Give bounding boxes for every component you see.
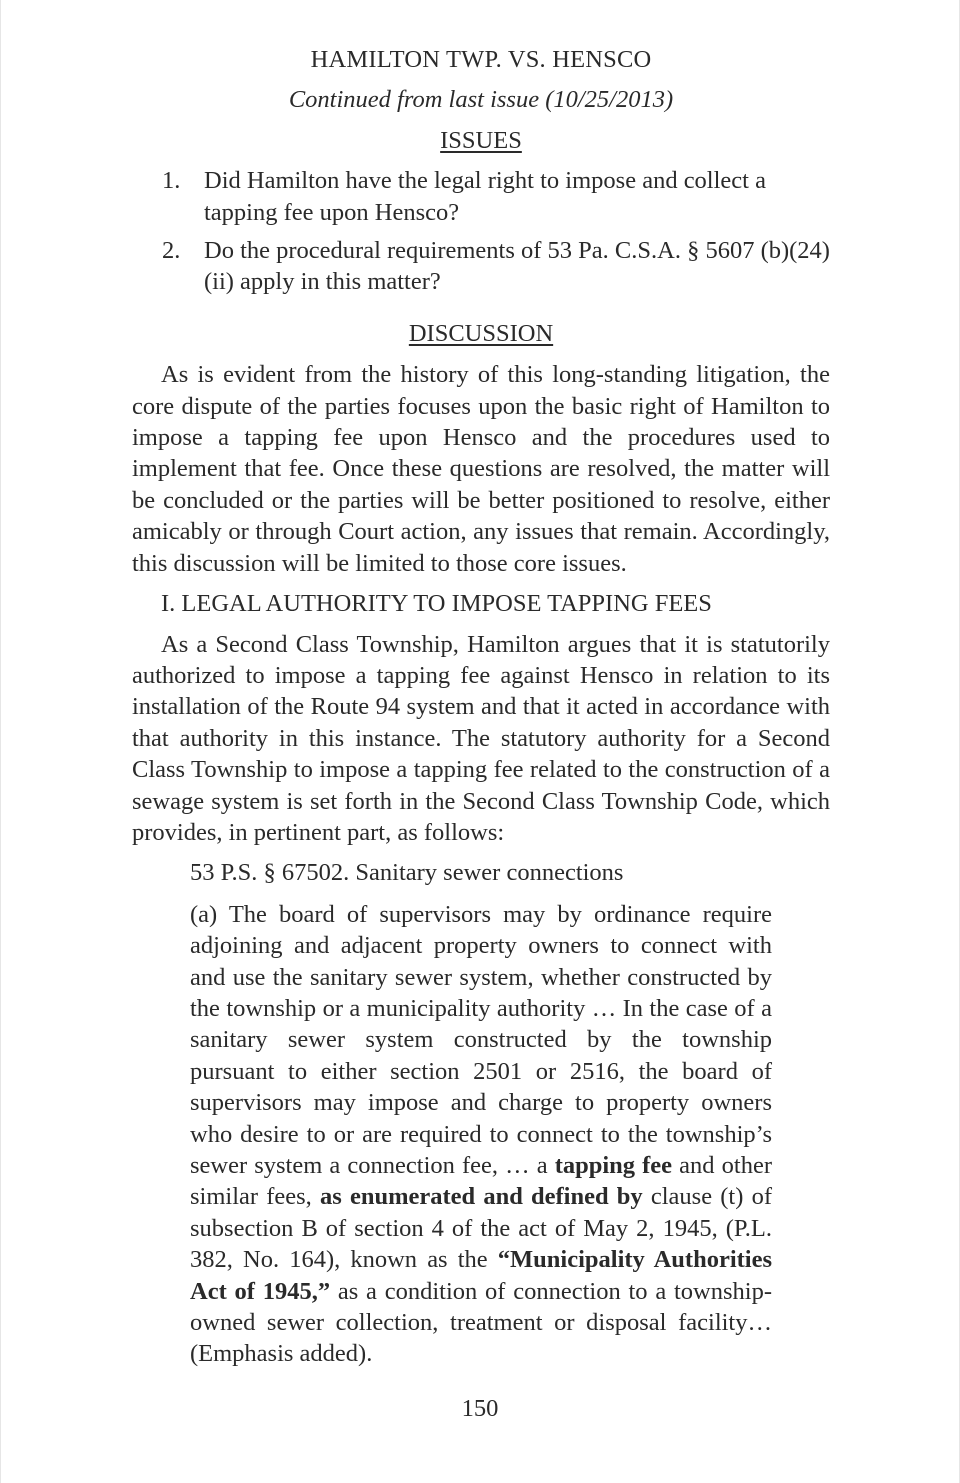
case-title: HAMILTON TWP. VS. HENSCO bbox=[310, 46, 652, 73]
discussion-heading-text: DISCUSSION bbox=[408, 319, 554, 347]
quote-text: as a condition of connection to a township-owned sewer collection, treatment or disposal facility…(Emphasis added). bbox=[190, 1277, 772, 1368]
quote-text: (a) The board of supervisors may by ordinance require adjoining and adjacent property owners to connect with and use the sanitary sewer system, whether constructed by the township or a municipality authority … In the case of a sanitary sewer system constructed by the township pursuant to either section 2501 or 2516, the board of supervisors may impose and charge to property owners who desire to or are required to connect to the township’s sewer system a connection fee, … a bbox=[190, 900, 772, 1179]
page-number: 150 bbox=[461, 1395, 499, 1422]
discussion-heading bbox=[132, 318, 830, 349]
issue-item bbox=[132, 165, 830, 228]
quote-text: and other similar fees, bbox=[190, 1152, 772, 1211]
quote-text: clause (t) of subsection B of section 4 of the act of May 2, 1945, (P.L. 382, No. 164), known as the bbox=[190, 1183, 772, 1274]
page-content bbox=[132, 44, 830, 1370]
issues-heading bbox=[132, 125, 830, 156]
issues-heading-text: ISSUES bbox=[440, 126, 522, 154]
issues-list bbox=[132, 165, 830, 298]
issue-item bbox=[132, 235, 830, 298]
statute-quote bbox=[190, 899, 772, 1370]
authority-paragraph: As a Second Class Township, Hamilton argues that it is statutorily authorized to impose a tapping fee against Hensco in relation to its installation of the Route 94 system and that it acted in accordance with that authority in this instance. The statutory authority for a Second Class Township to impose a tapping fee related to the construction of a sewage system is set forth in the Second Class Township Code, which provides, in pertinent part, as follows: bbox=[132, 630, 830, 846]
statute-citation: 53 P.S. § 67502. Sanitary sewer connections bbox=[190, 859, 624, 887]
quote-emphasis: “Municipality Authorities Act of 1945,” bbox=[190, 1246, 772, 1305]
issue-number: 2. bbox=[162, 237, 181, 265]
continued-note: Continued from last issue (10/25/2013) bbox=[288, 86, 674, 114]
discussion-paragraph: As is evident from the history of this long-standing litigation, the core dispute of the parties focuses upon the basic right of Hamilton to impose a tapping fee upon Hensco and the procedures used to implement that fee. Once these questions are resolved, the matter will be concluded or the parties will be better positioned to resolve, either amicably or through Court action, any issues that remain. Accordingly, this discussion will be limited to those core issues. bbox=[132, 361, 830, 577]
issue-text: Do the procedural requirements of 53 Pa. C.S.A. § 5607 (b)(24)(ii) apply in this matter? bbox=[204, 237, 830, 296]
quote-emphasis: as enumerated and defined by bbox=[319, 1183, 643, 1211]
section-heading: I. LEGAL AUTHORITY TO IMPOSE TAPPING FEES bbox=[161, 590, 712, 618]
issue-text: Did Hamilton have the legal right to impose and collect a tapping fee upon Hensco? bbox=[204, 167, 766, 226]
quote-emphasis: tapping fee bbox=[554, 1152, 673, 1179]
issue-number: 1. bbox=[162, 167, 181, 195]
